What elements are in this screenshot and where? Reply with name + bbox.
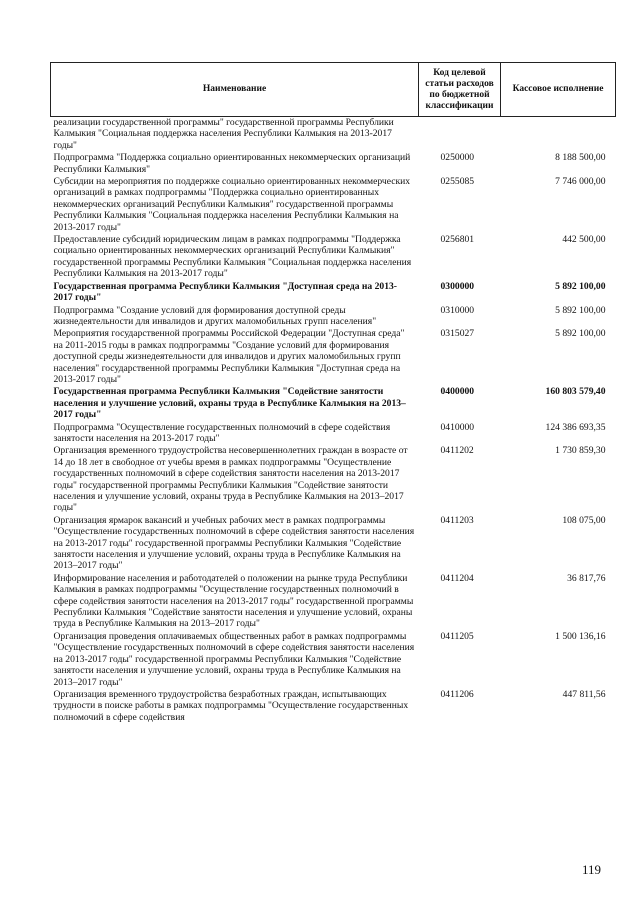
table-body xyxy=(51,117,616,725)
row-amount: 8 188 500,00 xyxy=(555,152,606,164)
row-amount: 447 811,56 xyxy=(562,688,606,700)
table-row xyxy=(51,281,616,305)
table-header-row xyxy=(51,63,616,117)
row-code: 0411203 xyxy=(440,514,474,526)
row-name: Подпрограмма "Поддержка социально ориентированных некоммерческих организаций Республики Калмыкия" xyxy=(53,152,411,175)
row-code: 0411205 xyxy=(440,630,474,642)
row-name: Организация временного трудоустройства безработных граждан, испытывающих трудности в поиске работы в рамках подпрограммы "Осуществление государственных полномочий в сфере содействия xyxy=(53,688,409,723)
row-code: 0411202 xyxy=(440,445,474,457)
row-amount: 160 803 579,40 xyxy=(545,386,606,398)
row-name: Мероприятия государственной программы Российской Федерации "Доступная среда" на 2011-2015 годы в рамках подпрограммы "Создание условий для формирования доступной среды жизнедеятельности для инвалидов и других маломобильных групп населения" государственной программы Республики Калмыкия "Доступная среда на 2013-2017 годы" xyxy=(53,328,405,385)
header-name: Наименование xyxy=(51,63,419,117)
table-row xyxy=(51,422,616,446)
table-row xyxy=(51,386,616,421)
row-code xyxy=(419,117,501,153)
row-code: 0315027 xyxy=(440,328,475,340)
table-row xyxy=(51,689,616,724)
row-amount: 36 817,76 xyxy=(567,572,606,584)
row-name: реализации государственной программы" государственной программы Республики Калмыкия "Социальная поддержка населения Республики Калмыкия на 2013-2017 годы" xyxy=(53,117,394,151)
row-name: Подпрограмма "Создание условий для формирования доступной среды жизнедеятельности для инвалидов и других маломобильных групп населения" xyxy=(53,304,377,327)
row-code: 0411204 xyxy=(440,572,474,584)
row-amount: 7 746 000,00 xyxy=(555,176,606,188)
row-name: Подпрограмма "Осуществление государственных полномочий в сфере содействия занятости населения на 2013-2017 годы" xyxy=(53,421,391,444)
row-code: 0400000 xyxy=(440,386,475,398)
table-row xyxy=(51,152,616,176)
table-row xyxy=(51,573,616,631)
row-code: 0310000 xyxy=(440,304,475,316)
row-amount: 124 386 693,35 xyxy=(545,421,606,433)
table-row xyxy=(51,176,616,234)
table-row xyxy=(51,234,616,281)
row-name: Информирование населения и работодателей о положении на рынке труда Республики Калмыкия в рамках подпрограммы "Осуществление государственных полномочий в сфере содействия занятости населения на 2013-2017 годы" государственной программы Республики Калмыкия "Содействие занятости населения и улучшение условий, охраны труда в Республике Калмыкия на 2013–2017 годы" xyxy=(53,572,414,630)
row-code: 0411206 xyxy=(440,688,474,700)
row-amount: 5 892 100,00 xyxy=(555,280,606,292)
row-name: Государственная программа Республики Калмыкия "Доступная среда на 2013-2017 годы" xyxy=(53,280,397,304)
row-name: Организация временного трудоустройства несовершеннолетних граждан в возрасте от 14 до 18 лет в свободное от учебы время в рамках подпрограммы "Осуществление государственных полномочий в сфере содействия занятости населения на 2013-2017 годы" государственной программы Республики Калмыкия "Содействие занятости населения и улучшение условий, охраны труда в Республике Калмыкия на 2013–2017 годы" xyxy=(53,445,408,514)
table-row xyxy=(51,515,616,573)
page-number: 119 xyxy=(582,862,602,877)
row-name: Государственная программа Республики Калмыкия "Содействие занятости населения и улучшение условий, охраны труда в Республике Калмыкия на 2013–2017 годы" xyxy=(53,386,406,421)
table-row xyxy=(51,305,616,329)
budget-table-sheet xyxy=(50,62,615,724)
header-amount: Кассовое исполнение xyxy=(501,63,616,117)
row-amount: 5 892 100,00 xyxy=(555,304,606,316)
header-code: Код целевой статьи расходов по бюджетной классификации xyxy=(419,63,501,117)
row-name: Организация проведения оплачиваемых общественных работ в рамках подпрограммы "Осуществление государственных полномочий в сфере содействия занятости населения на 2013-2017 годы" государственной программы Республики Калмыкия "Содействие занятости населения и улучшение условий, охраны труда в Республике Калмыкия на 2013–2017 годы" xyxy=(53,630,415,688)
row-code: 0410000 xyxy=(440,421,475,433)
row-name: Организация ярмарок вакансий и учебных рабочих мест в рамках подпрограммы "Осуществление государственных полномочий в сфере содействия занятости населения на 2013-2017 годы" государственной программы Республики Калмыкия "Содействие занятости населения и улучшение условий, охраны труда в Республике Калмыкия на 2013–2017 годы" xyxy=(53,514,415,572)
row-code: 0250000 xyxy=(440,152,475,164)
row-code: 0256801 xyxy=(440,234,475,246)
row-amount xyxy=(501,117,616,153)
row-amount: 1 500 136,16 xyxy=(555,630,606,642)
table-row xyxy=(51,117,616,153)
row-code: 0300000 xyxy=(440,280,475,292)
row-amount: 442 500,00 xyxy=(562,234,606,246)
row-amount: 108 075,00 xyxy=(562,514,606,526)
table-row xyxy=(51,631,616,689)
row-name: Предоставление субсидий юридическим лицам в рамках подпрограммы "Поддержка социально ориентированных некоммерческих организаций Республики Калмыкия" государственной программы Республики Калмыкия "Социальная поддержка населения Республики Калмыкия на 2013-2017 годы" xyxy=(53,234,412,280)
row-amount: 5 892 100,00 xyxy=(555,328,606,340)
row-name: Субсидии на мероприятия по поддержке социально ориентированных некоммерческих организаций в рамках подпрограммы "Поддержка социально ориентированных некоммерческих организаций Республики Калмыкия" государственной программы Республики Калмыкия "Социальная поддержка населения Республики Калмыкия на 2013-2017 годы" xyxy=(53,176,411,233)
table-row xyxy=(51,445,616,514)
table-row xyxy=(51,328,616,386)
row-amount: 1 730 859,30 xyxy=(555,445,606,457)
budget-table xyxy=(50,62,616,724)
row-code: 0255085 xyxy=(440,176,475,188)
